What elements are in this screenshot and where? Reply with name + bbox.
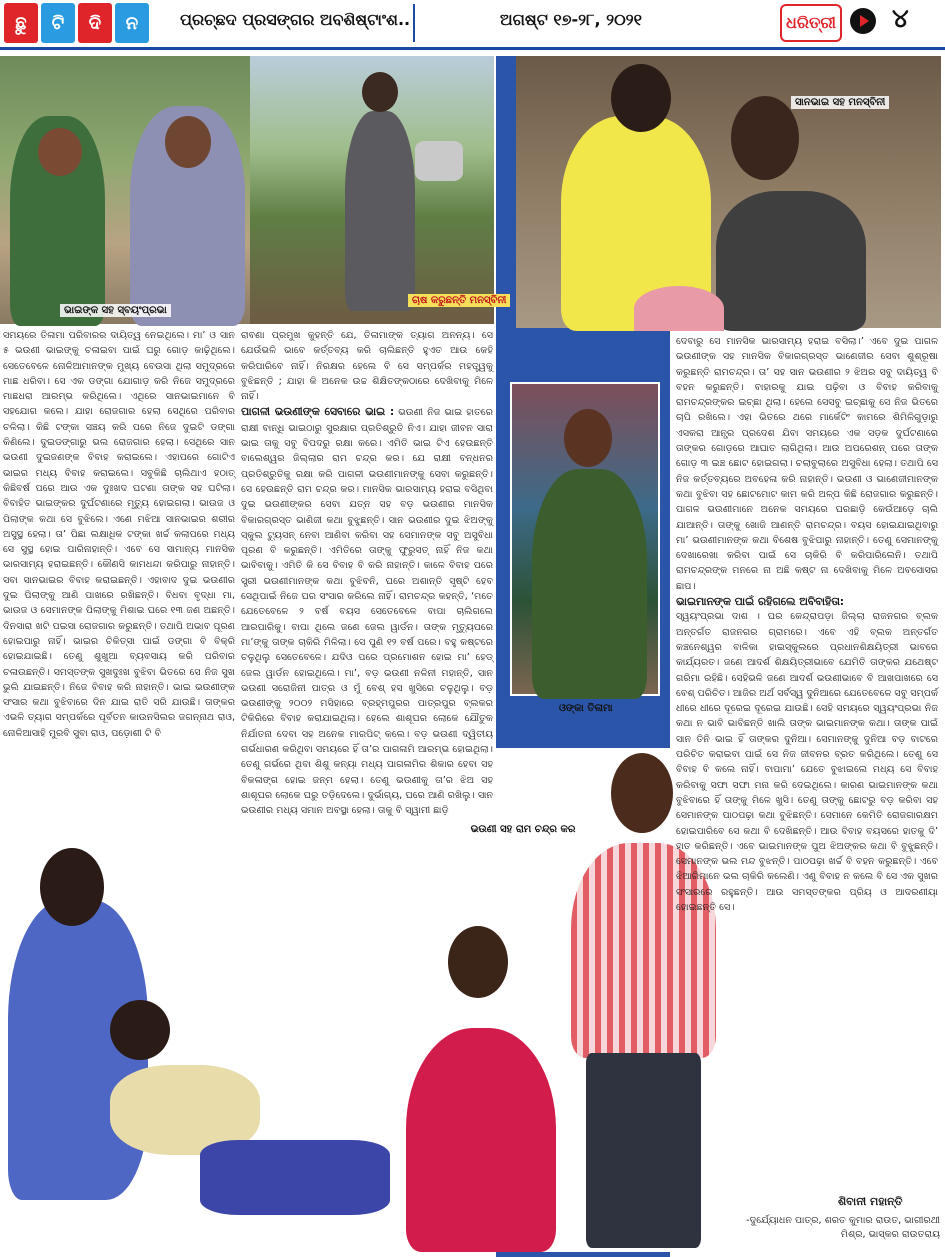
brother-trousers: [586, 1053, 701, 1248]
paragraph: ସମୟରେ ତିଳାମା ପରିବାରର ଦାୟିତ୍ୱ ନେଇଥିଲେ। ମା’ ଓ ସାନ ୫ ଭଉଣୀ ଭାଇଙ୍କୁ ଚଳାଇବା ପାଇଁ ଘରୁ ଗୋଡ଼ କାଢ଼ିଥିଲେ। ସେତେବେଳେ ନୋଳିଆମାନଙ୍କ ମୁଖ୍ୟ ବେଉସା ଥିଲା ସମୁଦ୍ରରେ ମାଛ ଧରିବା। ସେ ଏକ ଡଙ୍ଗା ଯୋଗାଡ଼ କରି ନିଜେ ସମୁଦ୍ରରେ ମାଛଧରା ଆରମ୍ଭ କରିଥିଲେ। ଏଥିରେ ସାନଭାଇମାନେ ବି ସହଯୋଗ କଲେ। ଯାହା ରୋଜଗାର ହେଲା ସେଥିରେ ପରିବାର ଚଳିଲା। କିଛି ଟଙ୍କା ସଞ୍ଚୟ କରି ପରେ ନିଜେ ଦୁଇଟି ଡଙ୍ଗା କିଣିଲେ। ଦୁଇଡଙ୍ଗାରୁ ଭଲ ରୋଜଗାର ହେଲା। ସେଥିରେ ସାନ ଭଉଣୀ ଦୁଇଜଣଙ୍କ ବିବାହ କରାଇଲେ। ଏହାପରେ ଗୋଟିଏ ଭାଇର ମଧ୍ୟ ବିବାହ କରାଇଲେ। ସବୁକିଛି ଚାଲିଥାଏ ହଠାତ୍ କିଛିବର୍ଷ ପରେ ଆଉ ଏକ ଦୁଃଖଦ ଘଟଣା ତାଙ୍କ ସହ ଘଟିଲା। ବିବାହିତ ଭାଇଙ୍କର ଦୁର୍ଘଟଣାରେ ମୃତ୍ୟୁ ହୋଇଗଲା। ଭାଉଜ ଓ ପିଲାଙ୍କ କଥା ସେ ବୁଝିଲେ। ଏଣେ ମଝିଆ ସାନଭାଇର ଶରୀର ଅସୁସ୍ଥ ହେଲା। ତା’ ପିଛା ଲକ୍ଷାଧିକ ଟଙ୍କା ଖର୍ଚ୍ଚ କଲାପରେ ମଧ୍ୟ ସେ ସୁସ୍ଥ ହୋଇ ପାରିନାହାନ୍ତି। ଏବେ ସେ ସାମାନ୍ୟ ମାନସିକ ଭାରସାମ୍ୟ ହରାଇଛନ୍ତି। କୌଣସି କାମଧନ୍ଦା କରିପାରୁ ନାହାନ୍ତି। ସବା ସାନଭାଇର ବିବାହ କରାଇଛନ୍ତି। ଏହାବାଦ ଦୁଇ ଭଉଣୀର ଦୁଇ ପିଲାଙ୍କୁ ଆଣି ପାଖରେ ରଖିଛନ୍ତି। ବିଧବା ବୃଦ୍ଧା ମା, ଭାଉଜ ଓ ସେମାନଙ୍କ ପିଲାଙ୍କୁ ମିଶାଇ ଘରେ ୧୩ ଜଣ ଅଛନ୍ତି। ଦିନସାରା ଖଟି ପଇସା ରୋଜଗାର କରୁଛନ୍ତି। ତଥାପି ଅଭାବ ପୂରଣ ହୋଇପାରୁ ନାହିଁ। ଭାଇର ଚିକିତ୍ସା ପାଇଁ ଡଙ୍ଗା ବି ବିକ୍ରି ହୋଇଯାଇଛି। ତେଣୁ ଶୁଖୁଆ ବ୍ୟବସାୟ କରି ପରିବାର ଚଳାଉଛନ୍ତି। ସମସ୍ତଙ୍କ ସୁଖଦୁଃଖ ବୁଝିବା ଭିତରେ ସେ ନିଜ ସୁଖ ଭୁଲି ଯାଇଛନ୍ତି। ନିଜେ ବିବାହ କରି ନାହାନ୍ତି। ଭାଇ ଭଉଣୀଙ୍କ ସଂସାର କଥା ବୁଝିବାରେ ଦିନ ଯାଇ ରାତି ସରି ଯାଉଛି। ତାଙ୍କର ଏଭଳି ତ୍ୟାଗ ସମ୍ପର୍କରେ ପୂର୍ବତନ କାଉନସିଲର ଜଗନ୍ନାଥ ରାଓ, ନୋଳିଆସାହି ମୁରବି ସୁବା ରାଓ, ପଡ଼ୋଶୀ ଟି ବି: [3, 330, 235, 739]
article-column-3: [676, 334, 938, 915]
photo-caption: ଓଙ୍କା ତିଳାମା: [559, 703, 613, 714]
section-title: ପ୍ରଚ୍ଛଦ ପ୍ରସଙ୍ଗର ଅବଶିଷ୍ଟାଂଶ..: [180, 10, 411, 29]
subheading: ଭାଇମାନଙ୍କ ପାଇଁ ରହିଗଲେ ଅବିବାହିତା:: [676, 595, 845, 609]
man-head: [165, 116, 211, 168]
masthead-letter: ଛୁ: [4, 3, 38, 43]
byline-credits: -ଦୁର୍ଯ୍ୟୋଧନ ପାତ୍ର, ଶରତ କୁମାର ରାଉତ, ଭାଗୀରଥୀ ମିଶ୍ର, ଭାସ୍କର ରାଉତରାୟ: [746, 1215, 940, 1240]
farmer-figure: [345, 111, 415, 311]
sister-head: [448, 926, 508, 998]
article-column-1: [3, 328, 235, 741]
bucket: [415, 141, 463, 181]
man-head: [110, 1000, 170, 1060]
brand-logo: ଧରିତ୍ରୀ: [780, 4, 842, 42]
brother-head: [731, 96, 799, 180]
issue-date: ଅଗଷ୍ଟ ୧୭-୨୮, ୨୦୨୧: [500, 10, 642, 29]
photo-caption: ସାନଭାଇ ସହ ମନସ୍ବିନୀ: [791, 96, 889, 109]
paragraph: ସ୍ୱୟଂପ୍ରଭା ଦାଶ । ଘର କେନ୍ଦ୍ରାପଡ଼ା ଜିଲ୍ଲା ରାଜନଗର ବ୍ଲକ ଅନ୍ତର୍ଗତ ରାଜନଗର ଗ୍ରାମରେ। ଏବେ ଏହି ବ୍ଲକ ଅନ୍ତର୍ଗତ କଞ୍ଚନେଶ୍ୱର ବାଳିକା ହାଇସ୍କୁଲରେ ପ୍ରଧାନଶିକ୍ଷୟିତ୍ରୀ ଭାବରେ କାର୍ଯ୍ୟରତ। ଜଣେ ଆଦର୍ଶ ଶିକ୍ଷୟିତ୍ରୀଭାବେ ଯେମିତି ତାଙ୍କର ଯଥେଷ୍ଟ ଗରିମା ରହିଛି। ସେହିଭଳି ଜଣେ ଆଦର୍ଶ ଭଉଣୀଭାବେ ବି ଆଖପାଖରେ ସେ ବେଶ୍ ପରିଚିତ। ଆଜିର ଅର୍ଥ ସର୍ବସ୍ୱ ଦୁନିଆରେ ଯେତେବେଳେ ସବୁ ସମ୍ପର୍କ ଧୀରେ ଧୀରେ ଦୂରେଇ ଦୂରେଇ ଯାଉଛି। ସେହି ସମୟରେ ସ୍ୱୟଂପ୍ରଭା ନିଜ କଥା ନ ଭାବି ଭାବିଛନ୍ତି ଖାଲି ତାଙ୍କ ଭାଇମାନଙ୍କ କଥା। ତାଙ୍କ ପାଇଁ ସାନ ତିନି ଭାଇ ହିଁ ତାଙ୍କର ଦୁନିଆ। ସେମାନଙ୍କୁ ଦୁନିଆ ବଡ଼ ବାଟରେ ପରିଚିତ କରାଇବା ପାଇଁ ସେ ନିଜ ଜୀବନର ବ୍ରତ କରିଥିଲେ। ତେଣୁ ସେ ବିବାହ ବି କଲେ ନାହିଁ। ବାପାମା’ ଯେତେ ବୁଝାଇଲେ ମଧ୍ୟ ସେ ବିବାହ କରିବାକୁ ସଫା ସଫା ମନା କରି ଦେଇଥିଲେ। କାରଣ ଭାଇମାନଙ୍କ କଥା ବୁଝିବାରେ ହିଁ ତାଙ୍କୁ ମିଳେ ଖୁସି। ତେଣୁ ତାଙ୍କୁ ଛୋଟରୁ ବଡ଼ କରିବା ସହ ସେମାନଙ୍କ ପାଠପଢ଼ା କଥା ବୁଝିଛନ୍ତି। ସେମାନେ କେମିତି ରୋଜଗାରକ୍ଷମ ହୋଇପାରିବେ ସେ କଥା ବି ଦେଖିଛନ୍ତି। ଆଉ ବିବାହ ବୟସରେ ହାତକୁ ଦି’ ହାତ କରିଛନ୍ତି। ଏବେ ଭାଇମାନଙ୍କ ପୁଅ ଝିଅଙ୍କର କଥା ବି ବୁଝୁଛନ୍ତି। ସେମାନଙ୍କ ଭଲ ମନ୍ଦ ବୁଝନ୍ତି। ପାଠପଢ଼ା ଖର୍ଚ୍ଚ ବି ବହନ କରୁଛନ୍ତି। ଏବେ ଝିଆରିମାନେ ଭଲ ଚାକିରି କଲେଣି। ଏଣୁ ବିବାହ ନ କଲେ ବି ସେ ଏକ ସୁଖର ସଂସାରରେ ରହୁଛନ୍ତି। ଆଉ ସମସ୍ତଙ୍କର ପ୍ରିୟ ଓ ଆଦରଣୀୟା ହୋଇଛନ୍ତି ସେ।: [676, 611, 938, 913]
woman-head: [40, 848, 104, 926]
photo-farm: [250, 56, 507, 324]
photo-caption: ଭାଇଙ୍କ ସହ ସ୍ବୟଂପ୍ରଭା: [60, 304, 171, 317]
paragraph: ଭଉଣୀ ନିଜ ଭାଇ ହାତରେ ରାକ୍ଷୀ ବାନ୍ଧି ଭାଇଠାରୁ ସୁରକ୍ଷାର ପ୍ରତିଶ୍ରୁତି ନିଏ। ଯାହା ଜୀବନ ସାରା ଭାଇ ତାକୁ ସବୁ ବିପଦରୁ ରକ୍ଷା କରେ। ଏମିତି ଭାଇ ଟିଏ ହେଉଛନ୍ତି ବାଲେଶ୍ୱର ଜିଲ୍ଲାର ରାମ ଚନ୍ଦ୍ର କର। ଯେ ରାକ୍ଷୀ ବନ୍ଧନର ପ୍ରତିଶ୍ରୁତିକୁ ରକ୍ଷା କରି ପାଗଳୀ ଭଉଣୀମାନଙ୍କୁ ସେବା କରୁଛନ୍ତି। ସେ ହେଉଛନ୍ତି ରାମ ଚନ୍ଦ୍ର କର। ମାନସିକ ଭାରସାମ୍ୟ ହରାଇ ବସିଥିବା ଦୁଇ ଭଉଣୀଙ୍କର ସେବା ଯତ୍ନ ସହ ବଡ଼ ଭଉଣୀର ମାନସିକ ବିକାରଗ୍ରସ୍ତ ଭାଣିଜୀ କଥା ବୁଝୁଛନ୍ତି। ସାନ ଭଉଣୀର ଦୁଇ ଝିଅଙ୍କୁ ସ୍କୁଲ ଟ୍ୟୁସନ୍ ନେବା ଆଣିବା କରିବା ସହ ସେମାନଙ୍କ ସବୁ ଅସୁବିଧା ପୂରଣ ବି କରୁଛନ୍ତି। ଏମିତିରେ ତାଙ୍କୁ ଫୁରୁସତ୍ ନାହିଁ ନିଜ କଥା ଭାବିବାକୁ। ଏମିତି କି ସେ ବିବାହ ବି କରି ନାହାନ୍ତି। କାଳେ ବିବାହ ପରେ ସ୍ତ୍ରୀ ଭଉଣୀମାନଙ୍କ କଥା ବୁଝିବନି, ଘରେ ଅଶାନ୍ତି ସୃଷ୍ଟି ହେବ ସେଥିପାଇଁ ନିଜେ ଘର ସଂସାର କରିଲେ ନାହିଁ। ରାମଚନ୍ଦ୍ର କହନ୍ତି, ‘ମତେ ଯେତେବେଳେ ୨ ବର୍ଷ ବୟସ ସେତେବେଳେ ବାପା ଚାଲିଗଲେ ଆରପାରିକୁ। ବାପା ଥିଲେ ଜଣେ ଜେଲ ୱାର୍ଡନ। ତାଙ୍କ ମୃତ୍ୟୁପରେ ମା’ଙ୍କୁ ତାଙ୍କ ଚାକିରି ମିଳିଲା। ସେ ପୁଣି ୧୨ ବର୍ଷ ପରେ। ବହୁ କଷ୍ଟରେ ଚଳୁଥିଲୁ ସେତେବେଳେ। ଯଦିଓ ପରେ ପ୍ରମୋଶନ ହୋଇ ମା’ ହେଡ୍ ଜେଲ ୱାର୍ଡନ ହୋଇଥିଲେ। ମା’, ବଡ଼ ଭଉଣୀ ନଳିନୀ ମହାନ୍ତି, ସାନ ଭଉଣୀ ସରୋଜିନୀ ପାତ୍ର ଓ ମୁଁ ବେଶ୍ ହସ ଖୁସିରେ ଚଳୁଥିଲୁ। ବଡ଼ ଭଉଣୀଙ୍କୁ ୨୦୦୨ ମସିହାରେ ବ୍ରହ୍ମପୁରର ପାତ୍ରପୁର ବ୍ଲକର ଟିକିରିରେ ବିବାହ କରାଯାଇଥିଲା। ହେଲେ ଶାଶୂଘର ଲୋକେ ଯୌତୁକ ନିର୍ଯାତନା ଦେବା ସହ ଅନେକ ମାରପିଟ୍ କଲେ। ବଡ଼ ଭଉଣୀ ଦ୍ୱିତୀୟ ଗର୍ଭଧାରଣ କରିଥିବା ସମୟରେ ହିଁ ତା’ର ପାଗଳାମି ଆରମ୍ଭ ହୋଇଥିଲା। ତେଣୁ ଗର୍ଭରେ ଥିବା ଶିଶୁ କନ୍ୟା ମଧ୍ୟ ପାଗଳାମିର ଶିକାର ହେବା ସହ ବିକଳାଙ୍ଗ ହୋଇ ଜନ୍ମ ହେଲା। ତେଣୁ ଭଉଣୀକୁ ତା’ର ଝିଅ ସହ ଶାଶୂଘର ଲୋକେ ଘରୁ ତଡ଼ିଦେଲେ। ଦୁର୍ଭାଗ୍ୟ, ଘରେ ଆଣି ରଖିଲୁ। ସାନ ଭଉଣୀର ମଧ୍ୟ ସମାନ ଅବସ୍ଥା ହେଲା। ତାକୁ ବି ସ୍ୱାମୀ ଛାଡ଼ି: [241, 407, 493, 817]
man-legs: [200, 1140, 390, 1215]
page-number: ୪: [892, 4, 909, 34]
woman-head: [564, 409, 612, 467]
woman-head: [38, 128, 82, 176]
brother-head: [611, 753, 673, 833]
masthead-letter: ଟି: [41, 3, 75, 43]
photo-caption: ଭଉଣୀ ସହ ରାମ ଚନ୍ଦ୍ର କର: [470, 824, 576, 835]
brother-figure: [716, 191, 866, 331]
photo-mother: [510, 382, 660, 696]
subheading: ପାଗଳୀ ଭଉଣୀଙ୍କ ସେବାରେ ଭାଇ :: [241, 405, 395, 419]
byline-author: ଶିବାନୀ ମହାନ୍ତି: [838, 1195, 903, 1208]
photo-couple: [0, 840, 406, 1252]
woman-figure: [532, 469, 647, 699]
farmer-head: [362, 72, 398, 112]
ball: [634, 286, 724, 331]
photo-family: [0, 56, 250, 324]
sister-head: [611, 64, 671, 132]
photo-caption: ଚାଷ କରୁଛନ୍ତି ମନସ୍ବିନୀ: [408, 294, 510, 307]
masthead: [4, 3, 149, 43]
masthead-letter: ନ: [115, 3, 149, 43]
sister-figure: [406, 1028, 556, 1252]
header-divider: [413, 4, 415, 42]
photo-haircut: [516, 56, 941, 328]
play-icon: [850, 8, 876, 34]
paragraph: ଦେବାରୁ ସେ ମାନସିକ ଭାରସାମ୍ୟ ହରାଇ ବସିଲା।’ ଏବେ ଦୁଇ ପାଗଳ ଭଉଣୀଙ୍କ ସହ ମାନସିକ ବିକାରଗ୍ରସ୍ତ ଭାଣେଜୀର ସେବା ଶୁଶ୍ରୂଷା କରୁଛନ୍ତି ରାମଚନ୍ଦ୍ର। ତା’ ସହ ସାନ ଭଉଣୀର ୨ ଝିଅର ସବୁ ଦାୟିତ୍ୱ ବି ବହନ କରୁଛନ୍ତି। ବାହାରକୁ ଯାଇ ପଢ଼ିବା ଓ ବିବାହ କରିବାକୁ ରାମଚନ୍ଦ୍ରଙ୍କର ଇଚ୍ଛା ଥିଲା। ହେଲେ ସେସବୁ ଇଚ୍ଛାକୁ ସେ ନିଜ ଭିତରେ ଚାପି ରଖିଲେ। ଏହା ଭିତରେ ଥରେ ମାର୍କେଟିଂ କାମରେ ଶିମିଳିଗୁଡ଼ାରୁ ଏସକରା ଆନ୍ଧ୍ର ପ୍ରଦେଶ ଯିବା ସମୟରେ ଏକ ସଡ଼କ ଦୁର୍ଘଟଣାରେ ତାଙ୍କର ଗୋଡ଼ରେ ଆଘାତ ଲାଗିଥିଲା। ଆଉ ଅପରେଶନ୍ ପରେ ତାଙ୍କ ଗୋଡ଼ ୩ ଇଞ୍ଚ ଛୋଟ ହୋଇଗଲା। ଚଲାବୁଲାରେ ଅସୁବିଧା ହେଲା। ତଥାପି ସେ ନିଜ କର୍ତ୍ତବ୍ୟରେ ଅବହେଳା କରି ନାହାନ୍ତି। ଭଉଣୀ ଓ ଭାଣେଜୀମାନଙ୍କ କଥା ବୁଝିବା ସହ ଛୋଟମୋଟ କାମ କରି ଅଳ୍ପ କିଛି ରୋଜଗାର କରୁଛନ୍ତି। ପାଗଳ ଭଉଣୀମାନେ ଅନେକ ସମୟରେ ଘରଛାଡ଼ି କେଉଁଆଡ଼େ ଚାଲି ଯାଆନ୍ତି। ତାଙ୍କୁ ଖୋଜି ଆଣନ୍ତି ରାମଚନ୍ଦ୍ର। ବୟସ ହୋଇଯାଇଥିବାରୁ ମା’ ଭଉଣୀମାନଙ୍କ କଥା ବିଶେଷ ବୁଝିପାରୁ ନାହାନ୍ତି। ତେଣୁ ସେମାନଙ୍କୁ ଦେଖାରେଖା କରିବା ପାଇଁ ସେ ଚାକିରି ବି କରିପାରିଲେନି। ତଥାପି ରାମଚନ୍ଦ୍ରଙ୍କ ମନରେ ନା ଅଛି କଷ୍ଟ ନା ଦେଖିବାକୁ ମିଳେ ଅବସୋସର ଛାପ।: [676, 336, 938, 592]
masthead-letter: ଦି: [78, 3, 112, 43]
article-column-2: [241, 328, 493, 819]
page-header: [0, 0, 945, 50]
paragraph: ରାବଣା ପ୍ରମୁଖ କୁହନ୍ତି ଯେ, ତିଳାମାଙ୍କ ତ୍ୟାଗ ଅନନ୍ୟ। ସେ ଯେଉଁଭଳି ଭାବେ କର୍ତ୍ତବ୍ୟ କରି ଚାଲିଛନ୍ତି ହୁଏତ ଆଉ କେହି କରିପାରିବେ ନାହିଁ। ନିରକ୍ଷର ହେଲେ ବି ସେ ସମ୍ପର୍କର ମହତ୍ତ୍ୱକୁ ବୁଝିଛନ୍ତି ; ଯାହା କି ଅନେକ ଉଚ୍ଚ ଶିକ୍ଷିତଙ୍କଠାରେ ଦେଖିବାକୁ ମିଳେ ନାହିଁ।: [241, 330, 493, 403]
